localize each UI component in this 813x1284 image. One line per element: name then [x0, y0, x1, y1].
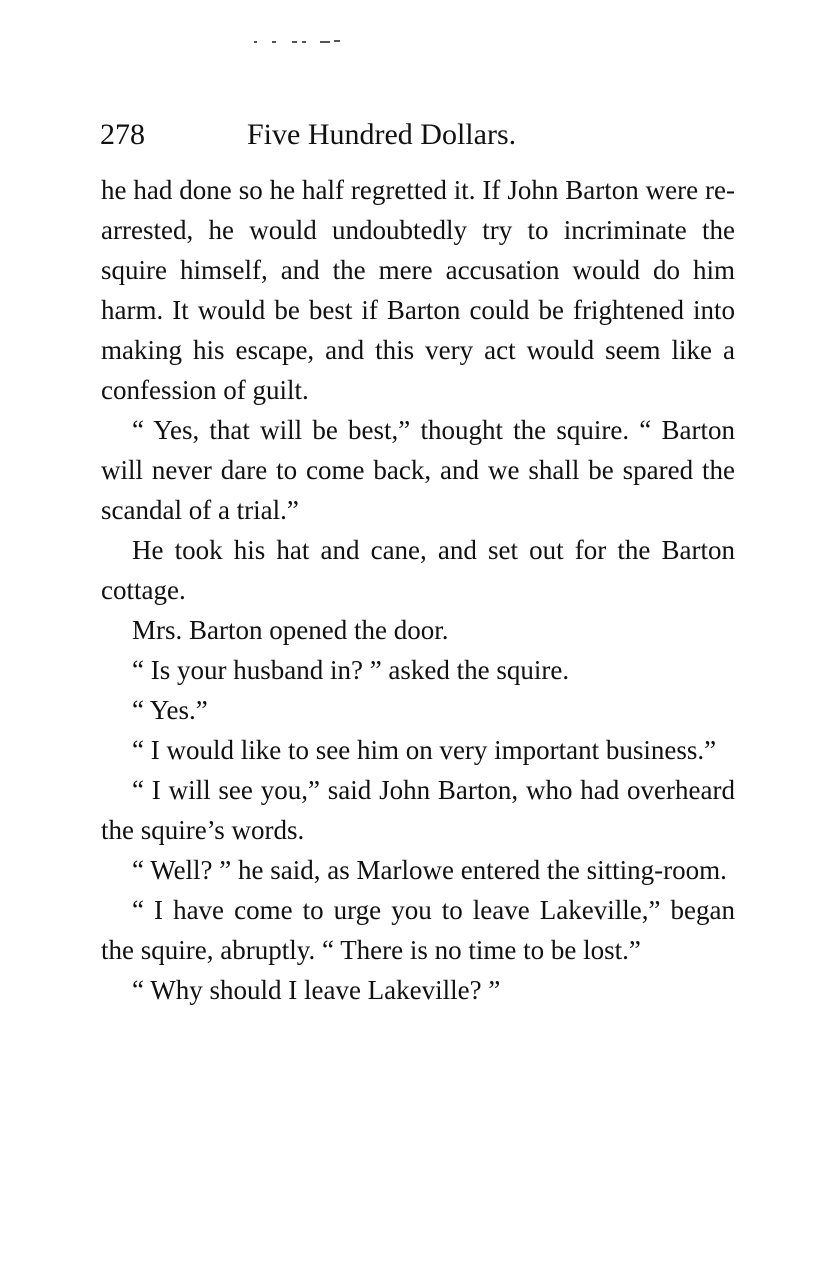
paragraph: “ Is your husband in? ” asked the squire.: [132, 655, 570, 685]
paragraph: “ I will see you,” said John Barton, who had overheard the squire’s words.: [101, 775, 735, 845]
paragraph: “ Yes.”: [132, 695, 208, 725]
page-header: [100, 112, 740, 158]
paragraph: “ I would like to see him on very important business.”: [132, 735, 717, 765]
paragraph: “ Yes, that will be best,” thought the squire. “ Barton will never dare to come back, and we shall be spared the scandal of a trial.”: [101, 415, 735, 525]
paragraph: “ Why should I leave Lakeville? ”: [132, 975, 501, 1005]
running-title: Five Hundred Dollars.: [247, 118, 517, 151]
paragraph-continued: he had done so he half regretted it. If John Barton were re-arrested, he would undoubtedly try to incriminate the squire himself, and the mere accusation would do him harm. It would be best if Barton could be frightened into making his escape, and this very act would seem like a confession of guilt.: [101, 175, 735, 405]
paragraph: “ I have come to urge you to leave Lakeville,” began the squire, abruptly. “ There is no time to be lost.”: [101, 895, 735, 965]
body-text: [101, 170, 735, 1010]
paragraph: Mrs. Barton opened the door.: [132, 615, 449, 645]
print-specks: [254, 38, 344, 46]
paragraph: “ Well? ” he said, as Marlowe entered the sitting-room.: [132, 855, 727, 885]
page-number: 278: [100, 118, 145, 151]
paragraph: He took his hat and cane, and set out for the Barton cottage.: [101, 535, 735, 605]
